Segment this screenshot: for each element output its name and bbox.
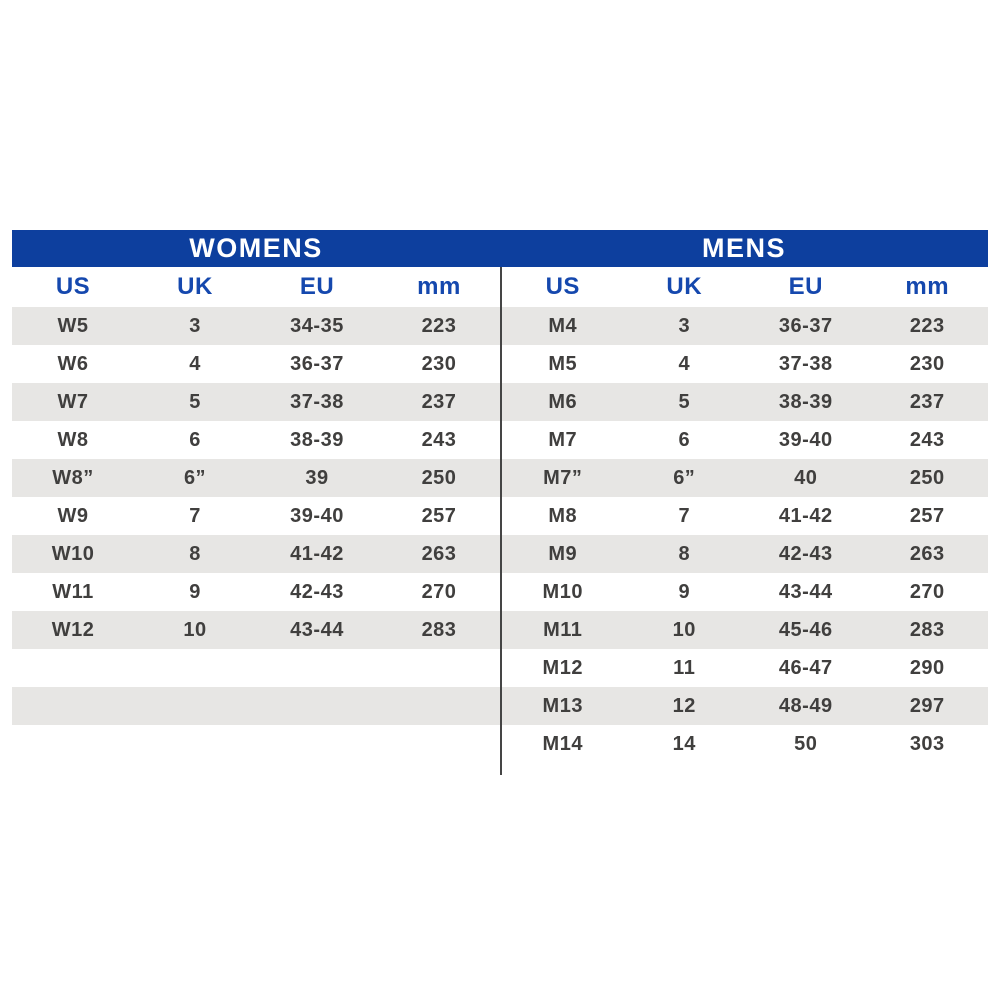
size-cell: 6” <box>183 466 207 489</box>
size-cell: 3 <box>678 314 691 337</box>
size-cell: M13 <box>542 694 583 717</box>
empty-cell <box>12 687 134 725</box>
size-cell: 41-42 <box>290 542 344 565</box>
table-row <box>502 421 988 459</box>
shoe-size-conversion-chart <box>12 230 988 775</box>
size-cell: 8 <box>189 542 201 565</box>
size-cell: 257 <box>909 504 945 527</box>
size-cell: 230 <box>421 352 457 375</box>
table-row <box>12 611 500 649</box>
table-row <box>12 573 500 611</box>
size-cell: M14 <box>542 732 583 755</box>
column-header-mm: mm <box>417 273 461 300</box>
size-cell: 8 <box>678 542 691 565</box>
size-cell: 270 <box>909 580 945 603</box>
size-cell: 297 <box>909 694 945 717</box>
column-header-row <box>502 267 988 307</box>
size-cell: 290 <box>909 656 945 679</box>
size-cell: 6” <box>673 466 696 489</box>
column-header-mm: mm <box>905 273 950 300</box>
size-cell: 283 <box>909 618 945 641</box>
column-header-eu: EU <box>788 273 823 300</box>
column-header-us: US <box>55 273 91 300</box>
size-cell: 237 <box>421 390 457 413</box>
size-cell: W5 <box>57 314 89 337</box>
size-cell: 40 <box>794 466 818 489</box>
size-cell: 243 <box>421 428 457 451</box>
column-header-us: US <box>545 273 580 300</box>
table-row <box>502 383 988 421</box>
size-cell: M7” <box>543 466 583 489</box>
column-header-eu: EU <box>299 273 335 300</box>
size-cell: 39 <box>305 466 329 489</box>
section-title-bar <box>12 230 988 267</box>
table-row <box>502 497 988 535</box>
table-row <box>12 497 500 535</box>
size-cell: 9 <box>678 580 691 603</box>
size-cell: 5 <box>678 390 691 413</box>
size-cell: W8 <box>57 428 89 451</box>
table-row <box>12 459 500 497</box>
size-cell: 263 <box>909 542 945 565</box>
size-cell: 41-42 <box>778 504 833 527</box>
size-cell: 50 <box>794 732 818 755</box>
size-cell: 237 <box>909 390 945 413</box>
column-header-uk: UK <box>666 273 703 300</box>
size-cell: 38-39 <box>778 390 833 413</box>
table-row <box>502 611 988 649</box>
size-cell: 10 <box>672 618 696 641</box>
size-cell: 36-37 <box>778 314 833 337</box>
empty-cell <box>378 649 500 687</box>
table-row <box>12 307 500 345</box>
size-cell: W12 <box>51 618 95 641</box>
size-cell: 303 <box>909 732 945 755</box>
size-cell: 6 <box>678 428 691 451</box>
size-cell: W11 <box>52 580 94 603</box>
size-cell: W9 <box>57 504 89 527</box>
size-cell: 37-38 <box>290 390 344 413</box>
size-tables <box>12 267 988 775</box>
table-row <box>502 573 988 611</box>
table-row <box>502 459 988 497</box>
size-cell: 10 <box>183 618 207 641</box>
mens-section-title: MENS <box>701 233 786 263</box>
size-cell: M10 <box>542 580 583 603</box>
size-cell: M6 <box>548 390 578 413</box>
size-cell: 39-40 <box>778 428 833 451</box>
size-cell: 4 <box>678 352 691 375</box>
size-cell: W6 <box>57 352 89 375</box>
size-cell: 5 <box>189 390 201 413</box>
table-row <box>12 383 500 421</box>
size-cell: 257 <box>421 504 457 527</box>
empty-cell <box>12 649 134 687</box>
empty-cell <box>378 687 500 725</box>
size-cell: 39-40 <box>290 504 344 527</box>
size-cell: M8 <box>548 504 578 527</box>
table-row <box>502 345 988 383</box>
size-cell: M11 <box>543 618 583 641</box>
size-cell: M5 <box>548 352 578 375</box>
size-cell: W7 <box>57 390 89 413</box>
size-cell: 42-43 <box>290 580 344 603</box>
size-cell: 243 <box>909 428 945 451</box>
size-cell: 263 <box>421 542 457 565</box>
size-cell: 7 <box>189 504 201 527</box>
size-cell: W8” <box>52 466 94 489</box>
size-cell: 45-46 <box>778 618 833 641</box>
size-cell: 9 <box>189 580 201 603</box>
size-cell: 36-37 <box>290 352 344 375</box>
size-cell: 3 <box>189 314 201 337</box>
table-row <box>502 535 988 573</box>
table-row <box>502 687 988 725</box>
size-cell: M7 <box>548 428 578 451</box>
table-row <box>502 307 988 345</box>
column-header-uk: UK <box>177 273 213 300</box>
size-cell: 223 <box>909 314 945 337</box>
empty-row <box>12 649 500 687</box>
size-cell: 46-47 <box>778 656 833 679</box>
womens-section-title: WOMENS <box>189 233 323 263</box>
empty-row <box>12 687 500 725</box>
size-cell: 7 <box>678 504 691 527</box>
womens-table <box>12 267 500 725</box>
size-cell: M9 <box>548 542 578 565</box>
table-row <box>12 345 500 383</box>
size-cell: 230 <box>909 352 945 375</box>
size-cell: 12 <box>672 694 696 717</box>
size-cell: 270 <box>421 580 457 603</box>
empty-cell <box>256 649 378 687</box>
size-cell: 14 <box>672 732 696 755</box>
size-cell: 250 <box>909 466 945 489</box>
size-cell: 6 <box>189 428 201 451</box>
column-header-row <box>12 267 500 307</box>
size-cell: M4 <box>548 314 578 337</box>
size-cell: 223 <box>421 314 457 337</box>
size-cell: 37-38 <box>778 352 833 375</box>
empty-cell <box>134 649 256 687</box>
size-cell: 48-49 <box>778 694 833 717</box>
size-cell: 4 <box>189 352 201 375</box>
table-row <box>502 725 988 763</box>
size-cell: 283 <box>421 618 457 641</box>
size-cell: 38-39 <box>290 428 344 451</box>
table-row <box>502 649 988 687</box>
size-cell: M12 <box>542 656 583 679</box>
table-row <box>12 421 500 459</box>
size-cell: 43-44 <box>778 580 833 603</box>
mens-table <box>500 267 988 775</box>
size-cell: 42-43 <box>778 542 833 565</box>
size-cell: 11 <box>673 656 696 679</box>
size-cell: 43-44 <box>290 618 344 641</box>
size-cell: W10 <box>51 542 95 565</box>
empty-cell <box>134 687 256 725</box>
size-cell: 250 <box>421 466 457 489</box>
table-row <box>12 535 500 573</box>
empty-cell <box>256 687 378 725</box>
size-cell: 34-35 <box>290 314 344 337</box>
